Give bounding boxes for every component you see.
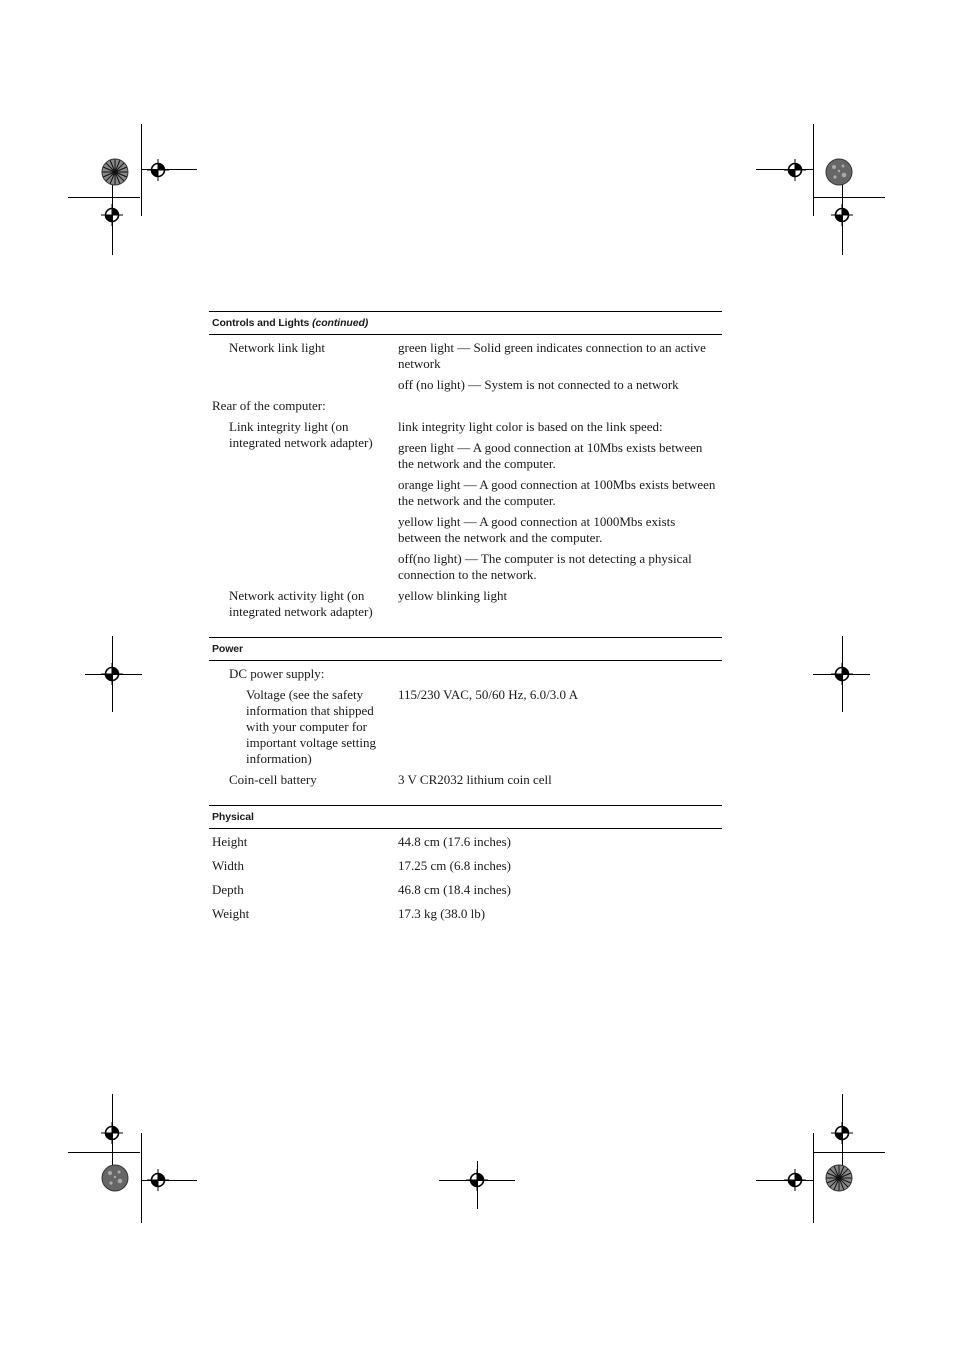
value-line: link integrity light color is based on the link speed: [398, 419, 663, 434]
table-row [209, 419, 722, 583]
value-line: yellow blinking light [398, 588, 508, 603]
table-row [209, 906, 722, 922]
table-row [209, 666, 722, 682]
table-row [209, 858, 722, 874]
row-label: Network activity light (on integrated network adapter) [229, 588, 373, 619]
crosshair-circle-icon [466, 1169, 488, 1191]
value-line: off(no light) — The computer is not detecting a physical connection to the network. [398, 551, 692, 582]
crop-mark-line [141, 124, 142, 216]
crop-mark-line [813, 124, 814, 216]
row-label: Width [212, 858, 244, 873]
crop-mark-line [68, 197, 140, 198]
radial-rosette-icon [825, 1164, 853, 1192]
section-title: Power [212, 643, 244, 655]
crosshair-circle-icon [831, 663, 853, 685]
row-label: Voltage (see the safety information that shipped with your computer for important voltage setting information) [246, 687, 376, 766]
crop-mark-line [141, 1133, 142, 1223]
crosshair-circle-icon [831, 1122, 853, 1144]
crosshair-circle-icon [147, 1169, 169, 1191]
value-line: yellow light — A good connection at 1000Mbs exists between the network and the computer. [398, 514, 676, 545]
table-row [209, 340, 722, 393]
row-label: Depth [212, 882, 244, 897]
row-label: Rear of the computer: [212, 398, 326, 413]
row-value [398, 419, 722, 583]
row-value: 17.3 kg (38.0 lb) [398, 906, 486, 921]
radial-rosette-icon [101, 158, 129, 186]
specifications-table [209, 311, 722, 942]
row-label: Network link light [229, 340, 326, 355]
value-line: orange light — A good connection at 100Mbs exists between the network and the computer. [398, 477, 716, 508]
row-value [398, 687, 722, 767]
crosshair-circle-icon [831, 204, 853, 226]
crop-mark-line [813, 1152, 885, 1153]
row-value: 17.25 cm (6.8 inches) [398, 858, 512, 873]
section-body-physical [209, 829, 722, 942]
row-label: DC power supply: [229, 666, 325, 681]
value-line: off (no light) — System is not connected to a network [398, 377, 679, 392]
table-row [209, 588, 722, 620]
table-row [209, 882, 722, 898]
table-row [209, 687, 722, 767]
section-header-controls-and-lights [209, 311, 722, 335]
row-label: Link integrity light (on integrated network adapter) [229, 419, 373, 450]
crop-mark-line [813, 1133, 814, 1223]
table-row [209, 834, 722, 850]
row-label: Height [212, 834, 248, 849]
section-title: Controls and Lights [212, 317, 310, 329]
section-title-suffix: (continued) [312, 317, 369, 329]
section-body-controls-and-lights [209, 335, 722, 637]
crosshair-circle-icon [101, 663, 123, 685]
crosshair-circle-icon [784, 1169, 806, 1191]
crosshair-circle-icon [101, 204, 123, 226]
crop-mark-line [68, 1152, 140, 1153]
row-label: Weight [212, 906, 250, 921]
radial-rosette-icon [825, 158, 853, 186]
crosshair-circle-icon [784, 159, 806, 181]
crosshair-circle-icon [147, 159, 169, 181]
section-header-physical [209, 805, 722, 829]
row-value: 46.8 cm (18.4 inches) [398, 882, 512, 897]
row-value: 44.8 cm (17.6 inches) [398, 834, 512, 849]
table-row [209, 772, 722, 788]
row-value [398, 588, 722, 620]
value-line: green light — Solid green indicates connection to an active network [398, 340, 706, 371]
section-title: Physical [212, 811, 254, 823]
row-label: Coin-cell battery [229, 772, 317, 787]
crosshair-circle-icon [101, 1122, 123, 1144]
value-line: green light — A good connection at 10Mbs exists between the network and the computer. [398, 440, 703, 471]
row-value [398, 772, 722, 788]
value-line: 3 V CR2032 lithium coin cell [398, 772, 552, 787]
value-line: 115/230 VAC, 50/60 Hz, 6.0/3.0 A [398, 687, 578, 702]
section-header-power [209, 637, 722, 661]
section-body-power [209, 661, 722, 805]
radial-rosette-icon [101, 1164, 129, 1192]
table-row [209, 398, 722, 414]
row-value [398, 340, 722, 393]
crop-mark-line [813, 197, 885, 198]
